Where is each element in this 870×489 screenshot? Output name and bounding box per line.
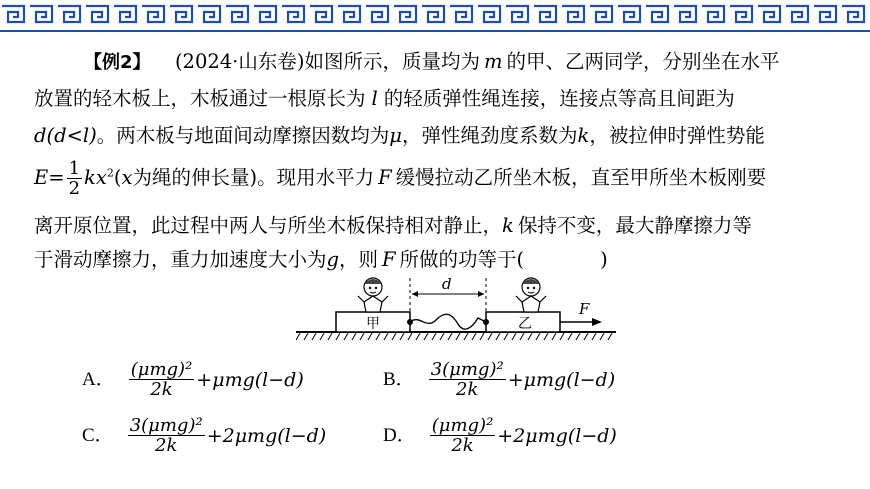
fraction-half: $\frac{1}{2}$	[68, 158, 81, 199]
option-b[interactable]: B． $\frac{\text{3(μmg)²}}{2k}$ +μmg(l−d)	[383, 359, 616, 400]
diagram-svg	[296, 272, 616, 344]
text-line-3: d(d<l)。两木板与地面间动摩擦因数均为μ，弹性绳劲度系数为k，被拉伸时弹性势能	[34, 124, 765, 147]
source: (2024·山东卷)	[174, 50, 305, 73]
label-jia: 甲	[366, 316, 380, 332]
text-line-1: 【例2】 (2024·山东卷)如图所示，质量均为 m 的甲、乙两同学，分别坐在水平	[84, 50, 780, 73]
label-yi: 乙	[518, 316, 532, 332]
text-line-6: 于滑动摩擦力，重力加速度大小为g，则 F 所做的功等于( )	[34, 248, 608, 271]
label-d: d	[442, 275, 452, 293]
option-d[interactable]: D． $\frac{\text{(μmg)²}}{2k}$ +2μmg(l−d)	[383, 415, 617, 456]
connection-point-left	[407, 319, 413, 325]
text-line-5: 离开原位置，此过程中两人与所坐木板保持相对静止，k 保持不变，最大静摩擦力等	[34, 214, 752, 237]
meander-pattern	[0, 0, 870, 30]
connection-point-right	[483, 319, 489, 325]
text-line-2: 放置的轻木板上，木板通过一根原长为 l 的轻质弹性绳连接，连接点等高且间距为	[34, 87, 735, 110]
physics-diagram	[296, 272, 616, 348]
text-line-4: E= $\frac{1}{2}$ $kx^2(x$为绳的伸长量)。现用水平力 F 缓慢拉动乙所坐木板，直至甲所坐木板刚要	[34, 158, 767, 199]
person-yi-icon	[516, 278, 546, 312]
ground-hatch	[296, 333, 612, 340]
elastic-cord	[410, 314, 486, 329]
option-a[interactable]: A． $\frac{\text{(μmg)²}}{2k}$ +μmg(l−d)	[82, 359, 304, 400]
decorative-border	[0, 0, 870, 32]
option-c[interactable]: C． $\frac{\text{3(μmg)²}}{2k}$ +2μmg(l−d)	[82, 415, 327, 456]
example-label: 【例2】	[84, 52, 151, 73]
label-F: F	[579, 300, 590, 318]
person-jia-icon	[358, 278, 388, 312]
